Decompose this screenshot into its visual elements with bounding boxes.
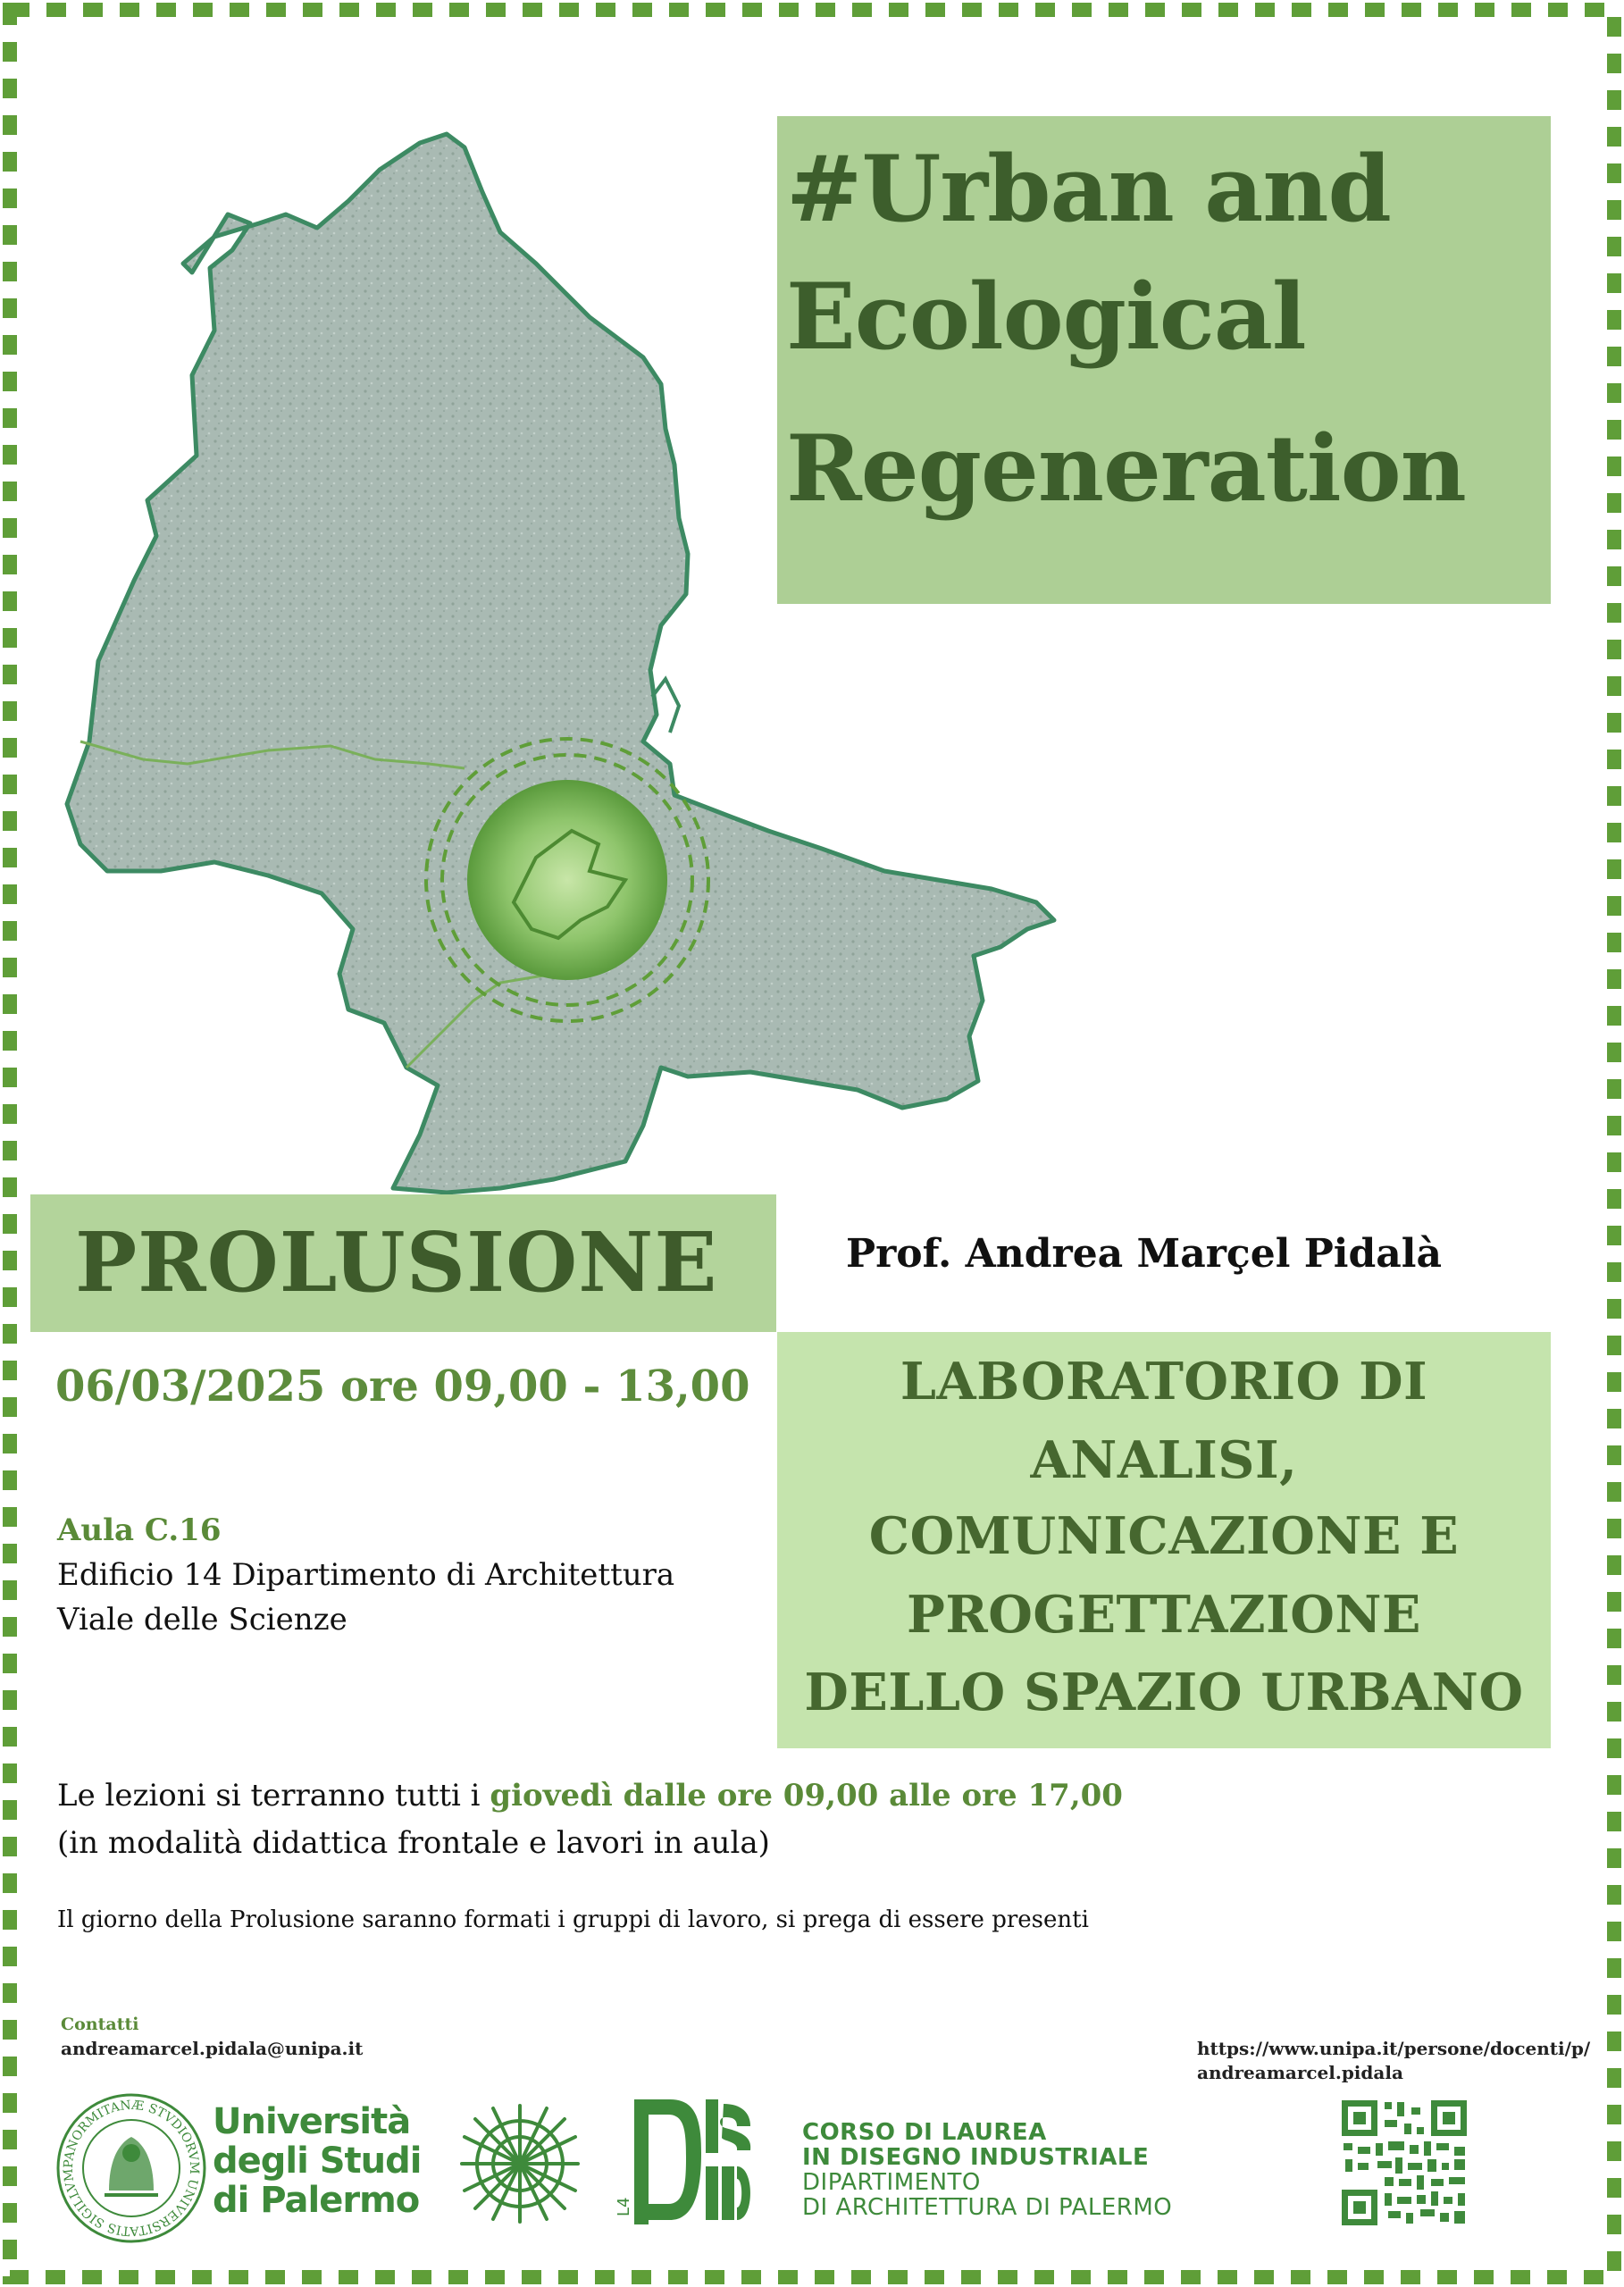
profile-url-line-1[interactable]: https://www.unipa.it/persone/docenti/p/ [1197, 2038, 1591, 2059]
university-name-line-3: di Palermo [213, 2180, 420, 2221]
lessons-schedule [57, 1778, 1123, 1814]
title-box [777, 116, 1551, 604]
star-mesh-logo-icon [457, 2101, 582, 2226]
corso-line-1: CORSO DI LAUREA [802, 2119, 1047, 2146]
disind-side-label: L4 [615, 2197, 633, 2216]
corso-line-4: DI ARCHITETTURA DI PALERMO [802, 2194, 1173, 2221]
lessons-prefix: Le lezioni si terranno tutti i [57, 1778, 490, 1814]
university-name-line-1: Università [213, 2101, 411, 2142]
university-name-line-2: degli Studi [213, 2140, 422, 2182]
contact-email-link[interactable]: andreamarcel.pidala@unipa.it [61, 2038, 364, 2059]
title-line-2: Ecological [786, 264, 1306, 371]
lab-line-5: DELLO SPAZIO URBANO [804, 1663, 1524, 1722]
lab-line-4: PROGETTAZIONE [907, 1585, 1421, 1645]
title-line-1: #Urban and [786, 136, 1391, 243]
title-line-3: Regeneration [786, 415, 1466, 523]
corso-line-3: DIPARTIMENTO [802, 2169, 981, 2196]
lab-line-2: ANALISI, [1030, 1430, 1298, 1490]
lessons-mode: (in modalità didattica frontale e lavori in aula) [57, 1825, 770, 1861]
profile-url-line-2[interactable]: andreamarcel.pidala [1197, 2062, 1403, 2083]
lab-title-box [777, 1332, 1551, 1748]
event-date: 06/03/2025 ore 09,00 - 13,00 [55, 1361, 750, 1412]
prolusione-heading: PROLUSIONE [75, 1214, 718, 1311]
building-address: Edificio 14 Dipartimento di Architettura [57, 1557, 675, 1593]
lab-line-3: COMUNICAZIONE E [868, 1506, 1460, 1566]
room-label: Aula C.16 [57, 1512, 222, 1548]
lab-line-1: LABORATORIO DI [900, 1352, 1428, 1412]
contacts-label: Contatti [61, 2015, 139, 2034]
qr-code-icon[interactable] [1338, 2097, 1470, 2229]
street-address: Viale delle Scienze [57, 1602, 347, 1638]
prolusione-box [30, 1194, 776, 1332]
seal-text: PANORMITANÆ STVDIORVM UNIVERSITATIS SIGILLVM [61, 2098, 202, 2239]
group-note: Il giorno della Prolusione saranno formati i gruppi di lavoro, si prega di essere presenti [57, 1906, 1089, 1933]
university-seal-icon [55, 2092, 207, 2244]
professor-name: Prof. Andrea Marçel Pidalà [846, 1231, 1443, 1277]
disind-logo-icon [607, 2095, 755, 2229]
corso-line-2: IN DISEGNO INDUSTRIALE [802, 2144, 1150, 2171]
lessons-highlight: giovedì dalle ore 09,00 alle ore 17,00 [490, 1778, 1123, 1814]
